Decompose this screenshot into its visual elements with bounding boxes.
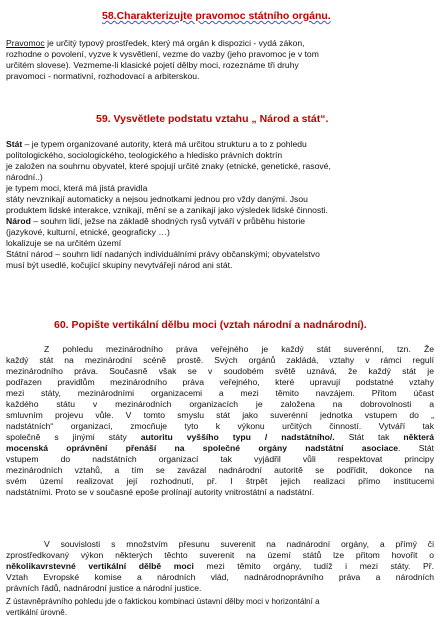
paragraph-line: každý stát na mezinárodní scéně prostě. Svých orgánů zakládá, vztahy v rámci regulí — [6, 355, 434, 365]
paragraph-line: podřazen pravidlům mezinárodního práva veřejného, které upravují podstatné vztahy — [6, 377, 434, 387]
term-narod: Národ — [6, 216, 31, 226]
section-60-paragraph-2 — [6, 539, 434, 594]
bold-phrase: mocenská oprávnění přenáší na společné orgány nadstátní asociace — [6, 443, 399, 453]
paragraph-line: mocenská oprávnění přenáší na společné orgány nadstátní asociace. Stát — [6, 443, 434, 453]
paragraph-line: Národ – souhrn lidí, ježse na základě shodných rysů vytváří v průběhu historie — [6, 216, 306, 226]
paragraph-line: vstupem do nadstátních organizací tak vyjádřil vůli respektovat principy — [6, 454, 434, 464]
term-pravomoc: Pravomoc — [6, 38, 45, 48]
paragraph-line: Z pohledu mezinárodního práva veřejného je každý stát suverénní, tzn. Že — [44, 344, 434, 354]
paragraph-line: rozhodne o povolení, vyzve k vysvětlení, vezme do vazby (jeho pravomoc je v tom — [6, 49, 319, 59]
paragraph-line: mezinárodních vztahů, a tím se zavázal nadnárodní autoritě se podřídit, dokonce na — [6, 465, 434, 475]
paragraph-line: pravomoci - normativní, rozhodovací a arbiterskou. — [6, 71, 200, 81]
paragraph-line: nadstátními. Proto se v současné epoše prolínají autority vnitrostátní a nadstátní. — [6, 487, 315, 497]
paragraph-line: zprostředkovaný výkon některých těchto suverenit na území států lze přitom hovořit o — [6, 550, 434, 560]
section-59-title: 59. Vysvětlete podstatu vztahu „ Národ a stát“. — [96, 113, 329, 125]
section-58-body — [6, 38, 434, 82]
paragraph-line: politologického, sociologického, teologického a hledisko právních doktrín — [6, 150, 283, 160]
section-59-body — [6, 139, 434, 271]
paragraph-line: Pravomoc je určitý typový prostředek, který má orgán k dispozici - vydá zákon, — [6, 38, 305, 48]
paragraph-line: mezinárodního práva. Současně však se v soudobém světě uznává, že každý stát je — [6, 366, 434, 376]
paragraph-line: je typem moci, která má jistá pravidla — [6, 183, 148, 193]
paragraph-line: je založen na souhrnu obyvatel, které spojují určité znaky (etnické, genetické, rasové, — [6, 161, 331, 171]
paragraph-line: mezi státy, mezinárodními organizacemi a mezi těmito navzájem. Přitom účast — [6, 388, 434, 398]
section-60-title: 60. Popište vertikální dělbu moci (vztah národní a nadnárodní). — [54, 319, 367, 331]
bold-phrase: autoritu vyššího typu / nadstátního/. — [140, 432, 335, 442]
term-stat: Stát — [6, 139, 23, 149]
section-60-paragraph-1 — [6, 344, 434, 498]
paragraph-line: několikavrstevné vertikální dělbě moci mezi těmito orgány, tudíž i mezi státy. Př. — [6, 561, 434, 571]
paragraph-line: určitém slovese). Vezmeme-li klasické pojetí dělby moci, rozeznáme tři druhy — [6, 60, 299, 70]
paragraph-line: Stát – je typem organizované autority, která má určitou strukturu a to z pohledu — [6, 139, 307, 149]
paragraph-line: produktem lidské interakce, vznikají, mění se a zanikají jako výsledek lidské činnosti. — [6, 205, 328, 215]
closing-note — [6, 596, 434, 618]
paragraph-line: právních řádů, nadnárodní justice a národní justice. — [6, 583, 202, 593]
paragraph-line: V souvislosti s množstvím přesunu suverenit na nadnárodní orgány, a přímý či — [44, 539, 434, 549]
section-58-title: 58.Charakterizujte pravomoc státního orgánu. — [102, 10, 331, 22]
paragraph-line: lokalizuje se na určitém území — [6, 238, 122, 248]
bold-phrase: některá — [403, 432, 434, 442]
paragraph-line: Státní národ – souhrn lidí nadaných individuálními právy občanskými; obyvatelstvo — [6, 249, 320, 259]
paragraph-line: státy nevznikají automaticky a nejsou jednotkami jednou pro vždy danými. Jsou — [6, 194, 308, 204]
paragraph-line: nadstátních“ organizací, zmocňuje tyto k výkonu určitých činností. Vytváří tak — [6, 421, 434, 431]
paragraph-line: (jazykové, kulturní, etnické, geograficky …) — [6, 227, 170, 237]
paragraph-line: každého státu v mezinárodních organizacích je založena na dobrovolnosti a — [6, 399, 434, 409]
paragraph-line: Z ústavněprávního pohledu jde o faktickou kombinaci ústavní dělby moci v horizontální a — [6, 597, 320, 606]
paragraph-line: národní..) — [6, 172, 43, 182]
bold-phrase: několikavrstevné vertikální dělbě moci — [6, 561, 194, 571]
paragraph-line: Vztah Evropské komise a národních vlád, nadnárodnoprávního práva a národních — [6, 572, 434, 582]
paragraph-line: musí být usedlé, kočující skupiny nevytvářejí národ ani stát. — [6, 260, 233, 270]
paragraph-line: svém území realizovat její rozhodnutí, př. I štrpět jejich realizaci přímo institucemi — [6, 476, 434, 486]
paragraph-line: smluvním projevu vůle. V tomto smyslu stát jako suverénní jednotka vstupem do „ — [6, 410, 434, 420]
paragraph-line: vertikální úrovně. — [6, 608, 67, 617]
paragraph-line: společně s jinými státy autoritu vyššího typu / nadstátního/. Stát tak některá — [6, 432, 434, 442]
